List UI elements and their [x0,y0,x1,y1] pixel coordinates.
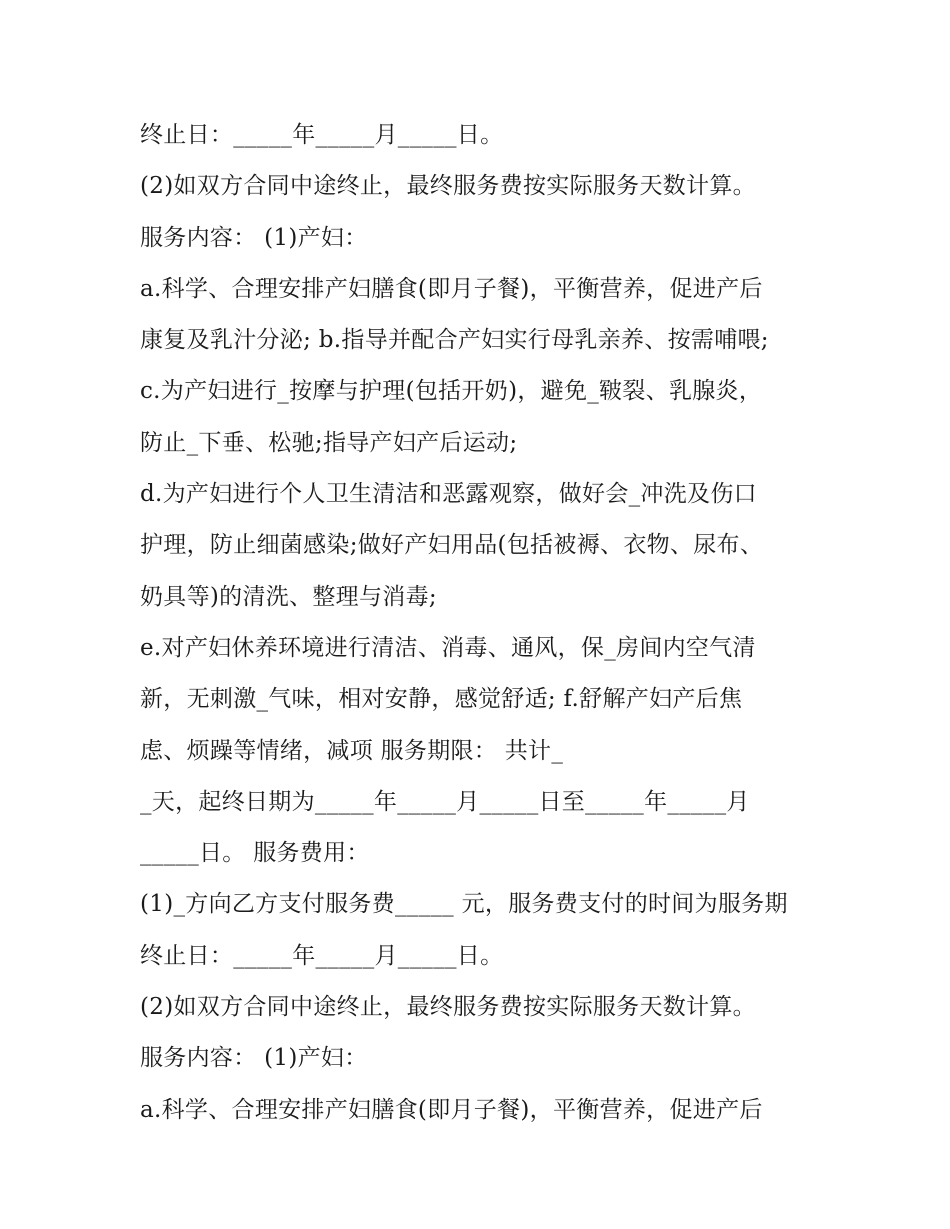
text-line: (2)如双方合同中途终止，最终服务费按实际服务天数计算。 [140,173,756,200]
text-line: a.科学、合理安排产妇膳食(即月子餐)，平衡营养，促进产后 [140,1096,763,1123]
text-line: (2)如双方合同中途终止，最终服务费按实际服务天数计算。 [140,994,756,1021]
text-line: 防止_下垂、松驰;指导产妇产后运动; [140,429,518,456]
text-line: c.为产妇进行_按摩与护理(包括开奶)，避免_皲裂、乳腺炎， [140,378,763,405]
text-line: 服务内容： (1)产妇： [140,1045,368,1072]
text-line: (1)_方向乙方支付服务费_____ 元，服务费支付的时间为服务期 [140,891,788,918]
text-line: d.为产妇进行个人卫生清洁和恶露观察，做好会_冲洗及伤口 [140,481,757,508]
text-line: 虑、烦躁等情绪，减项 服务期限： 共计_ [140,737,564,764]
text-line: 护理，防止细菌感染;做好产妇用品(包括被褥、衣物、尿布、 [140,532,764,559]
text-line: 终止日：_____年_____月_____日。 [140,122,504,148]
text-line: 终止日：_____年_____月_____日。 [140,942,504,969]
text-line: 服务内容： (1)产妇： [140,224,368,251]
text-line: _天，起终日期为_____年_____月_____日至_____年_____月 [140,788,750,815]
text-line: e.对产妇休养环境进行清洁、消毒、通风，保_房间内空气清 [140,634,756,661]
text-line: a.科学、合理安排产妇膳食(即月子餐)，平衡营养，促进产后 [140,275,763,302]
text-line: _____日。 服务费用： [140,840,370,867]
document-body [140,110,840,1136]
text-line: 新，无刺激_气味，相对安静，感觉舒适; f.舒解产妇产后焦 [140,686,743,713]
text-line: 康复及乳汁分泌; b.指导并配合产妇实行母乳亲养、按需哺喂; [140,327,769,354]
text-line: 奶具等)的清洗、整理与消毒; [140,583,437,610]
